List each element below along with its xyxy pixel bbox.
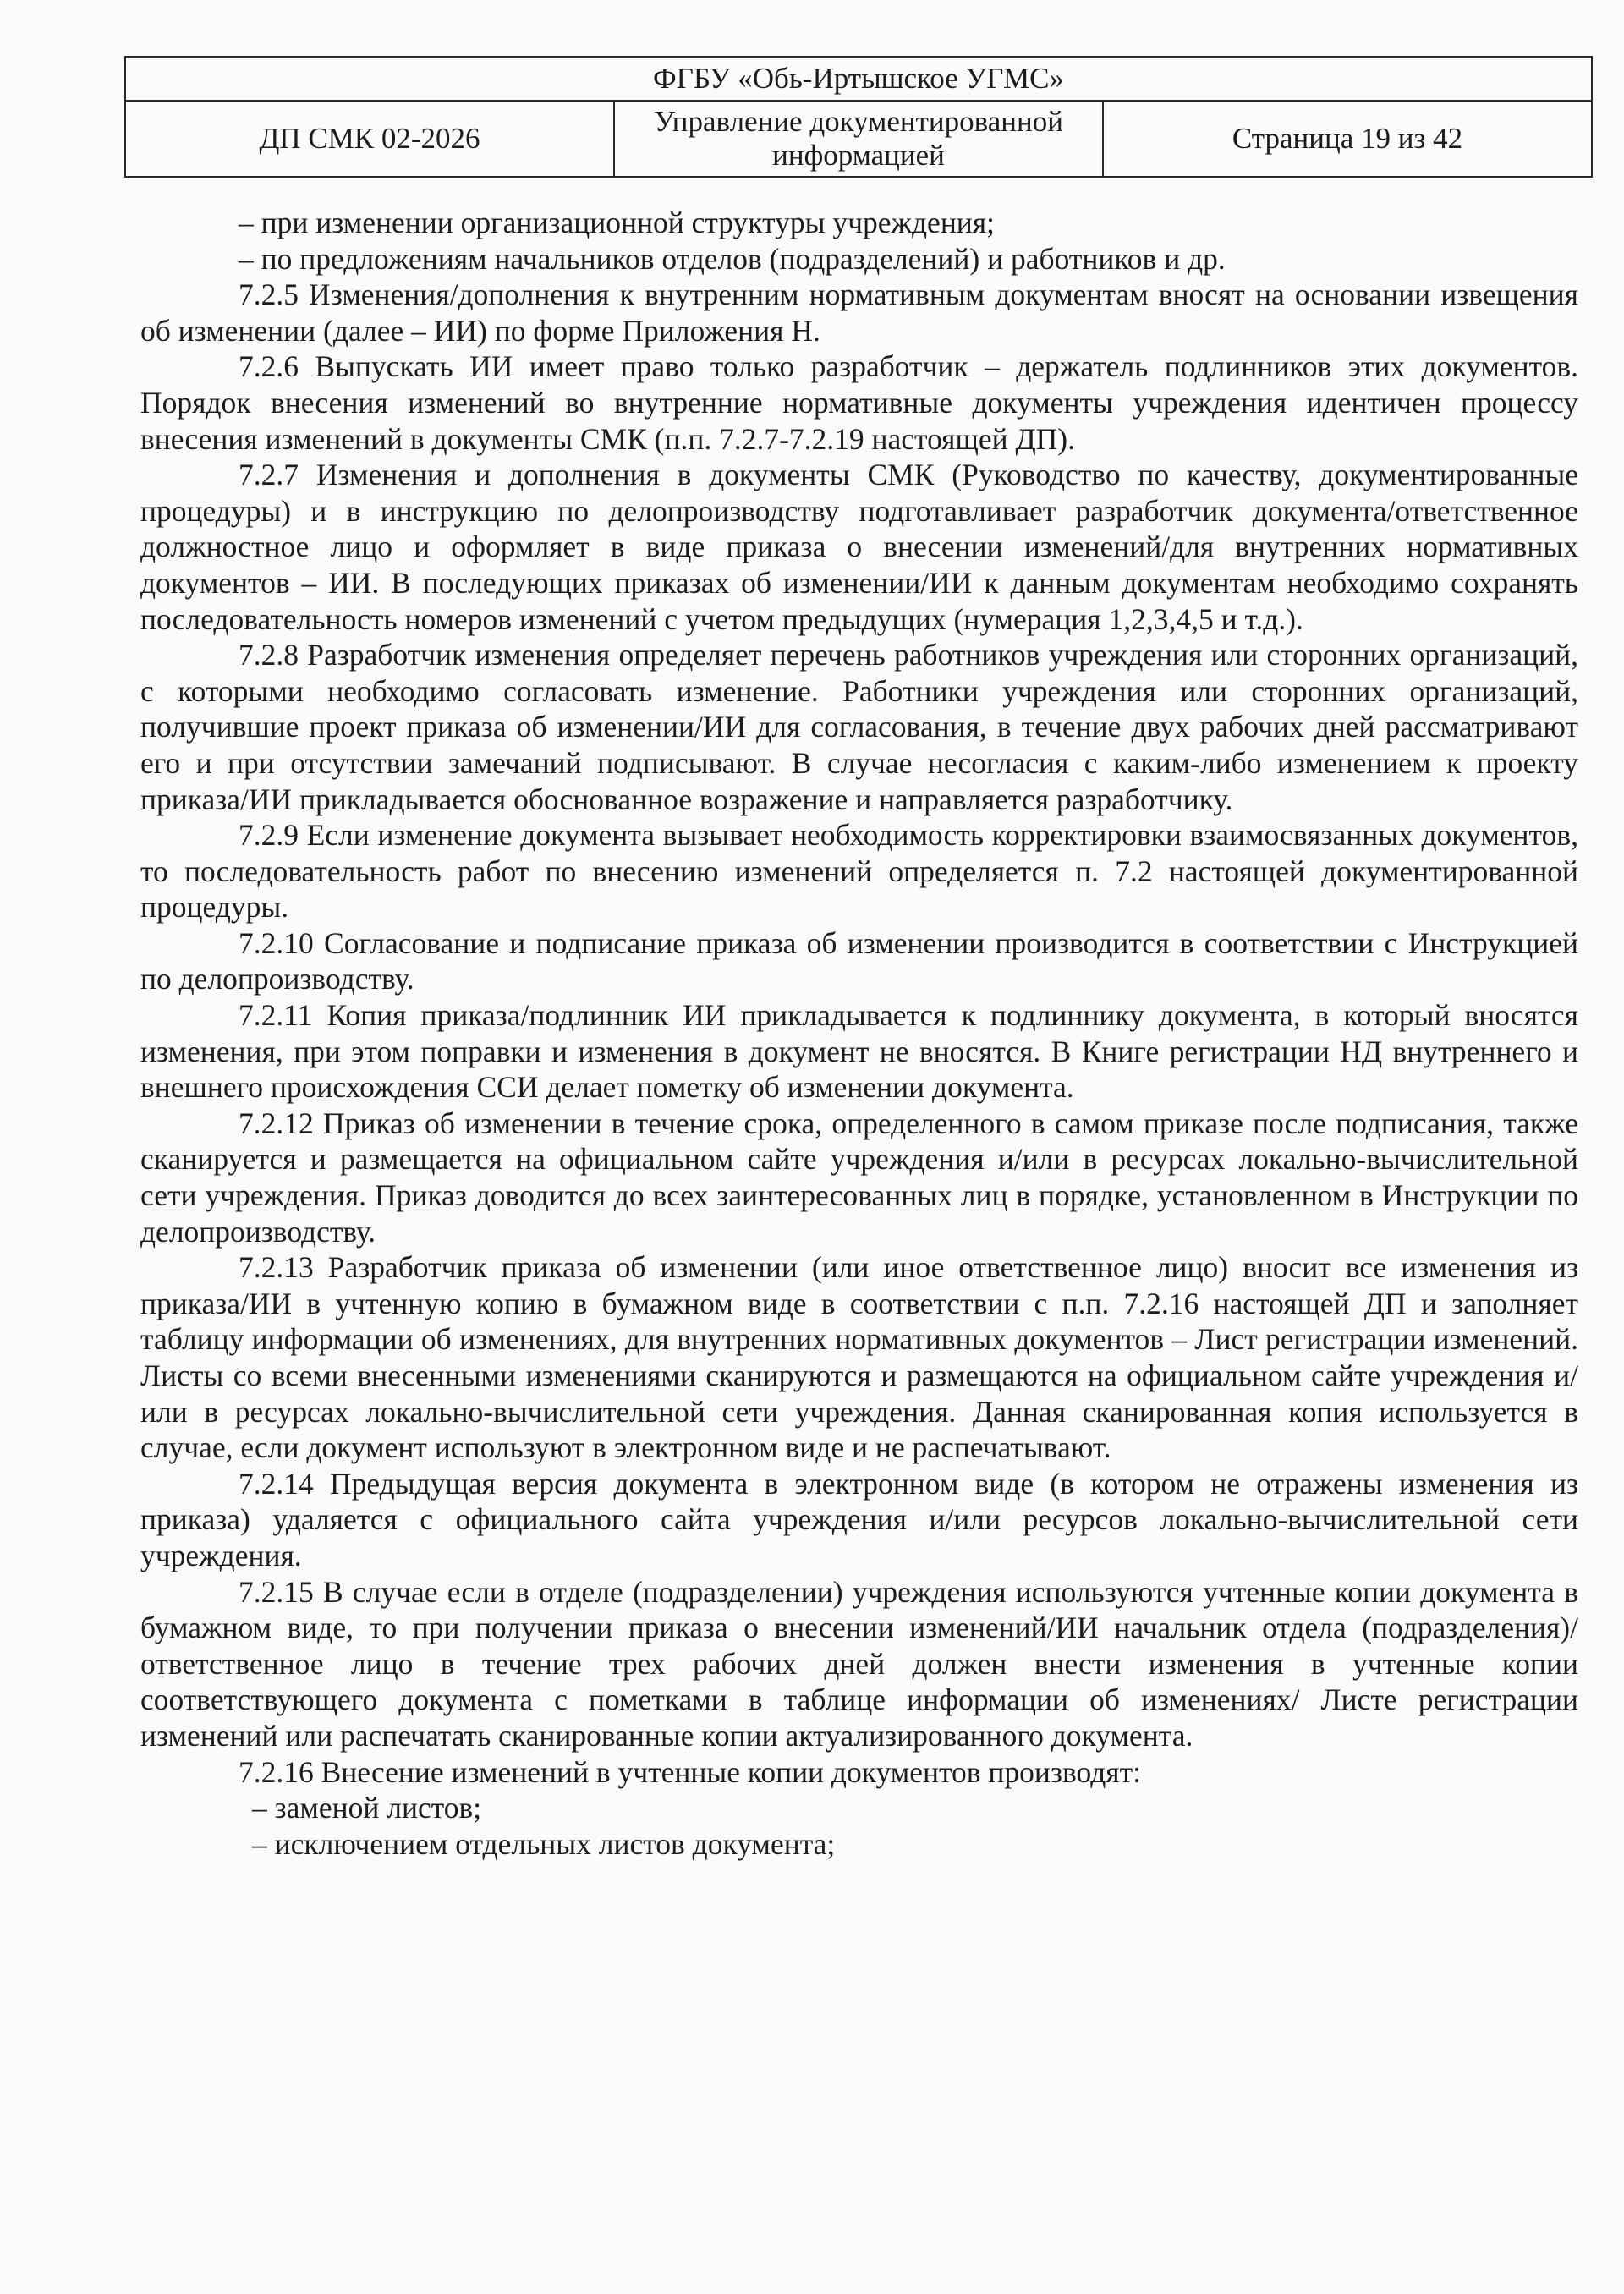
- paragraph-7-2-7: 7.2.7 Изменения и дополнения в документы СМК (Руководство по качеству, документированные процедуры) и в инструкцию по делопроизводству подготавливает разработчик документа/ответственное должностное лицо и оформляет в виде приказа о внесении изменений/для внутренних нормативных документов – ИИ. В последующих приказах об изменении/ИИ к данным документам необходимо сохранять последовательность номеров изменений с учетом предыдущих (нумерация 1,2,3,4,5 и т.д.).: [140, 458, 1578, 636]
- paragraph-7-2-15: 7.2.15 В случае если в отделе (подразделении) учреждения используются учтенные копии документа в бумажном виде, то при получении приказа о внесении изменений/ИИ начальник отдела (подразделения)/ ответственное лицо в течение трех рабочих дней должен внести изменения в учтенные копии соответствующего документа с пометками в таблице информации об изменениях/ Листе регистрации изменений или распечатать сканированные копии актуализированного документа.: [140, 1574, 1578, 1753]
- paragraph-7-2-5: 7.2.5 Изменения/дополнения к внутренним нормативным документам вносят на основании извещения об изменении (далее – ИИ) по форме Приложения Н.: [140, 277, 1578, 348]
- paragraph-7-2-6: 7.2.6 Выпускать ИИ имеет право только разработчик – держатель подлинников этих документов. Порядок внесения изменений во внутренние нормативные документы учреждения идентичен процессу внесения изменений в документы СМК (п.п. 7.2.7-7.2.19 настоящей ДП).: [140, 349, 1578, 456]
- document-body: [140, 205, 1578, 1862]
- document-title: Управление документированной информацией: [614, 101, 1103, 177]
- organization-name: ФГБУ «Обь-Иртышское УГМС»: [125, 57, 1592, 101]
- paragraph-7-2-16: 7.2.16 Внесение изменений в учтенные копии документов производят:: [239, 1754, 1141, 1789]
- paragraph-7-2-8: 7.2.8 Разработчик изменения определяет перечень работников учреждения или сторонних организаций, с которыми необходимо согласовать изменение. Работники учреждения или сторонних организаций, получившие проект приказа об изменении/ИИ для согласования, в течение двух рабочих дней рассматривают его и при отсутствии замечаний подписывают. В случае несогласия с каким-либо изменением к проекту приказа/ИИ прикладывается обоснованное возражение и направляется разработчику.: [140, 638, 1578, 816]
- paragraph-7-2-14: 7.2.14 Предыдущая версия документа в электронном виде (в котором не отражены изменения из приказа) удаляется с официального сайта учреждения и/или ресурсов локально-вычислительной сети учреждения.: [140, 1466, 1578, 1572]
- document-header-table: [124, 56, 1593, 178]
- document-code: ДП СМК 02-2026: [125, 101, 614, 177]
- paragraph-7-2-10: 7.2.10 Согласование и подписание приказа об изменении производится в соответствии с Инструкцией по делопроизводству.: [140, 925, 1578, 996]
- list-item-dash: – заменой листов;: [252, 1791, 482, 1825]
- page-number: Страница 19 из 42: [1103, 101, 1592, 177]
- paragraph-7-2-11: 7.2.11 Копия приказа/подлинник ИИ прикладывается к подлиннику документа, в который вносятся изменения, при этом поправки и изменения в документ не вносятся. В Книге регистрации НД внутреннего и внешнего происхождения ССИ делает пометку об изменении документа.: [140, 998, 1578, 1105]
- paragraph-dash: – по предложениям начальников отделов (подразделений) и работников и др.: [239, 241, 1226, 276]
- paragraph-7-2-12: 7.2.12 Приказ об изменении в течение срока, определенного в самом приказе после подписания, также сканируется и размещается на официальном сайте учреждения и/или в ресурсах локально-вычислительной сети учреждения. Приказ доводится до всех заинтересованных лиц в порядке, установленном в Инструкции по делопроизводству.: [140, 1106, 1578, 1249]
- list-item-dash: – исключением отдельных листов документа;: [252, 1826, 836, 1861]
- paragraph-7-2-9: 7.2.9 Если изменение документа вызывает необходимость корректировки взаимосвязанных документов, то последовательность работ по внесению изменений определяется п. 7.2 настоящей документированной процедуры.: [140, 818, 1578, 925]
- paragraph-7-2-13: 7.2.13 Разработчик приказа об изменении (или иное ответственное лицо) вносит все изменения из приказа/ИИ в учтенную копию в бумажном виде в соответствии с п.п. 7.2.16 настоящей ДП и заполняет таблицу информации об изменениях, для внутренних нормативных документов – Лист регистрации изменений. Листы со всеми внесенными изменениями сканируются и размещаются на официальном сайте учреждения и/или в ресурсах локально-вычислительной сети учреждения. Данная сканированная копия используется в случае, если документ используют в электронном виде и не распечатывают.: [140, 1250, 1578, 1465]
- paragraph-dash: – при изменении организационной структуры учреждения;: [239, 206, 996, 239]
